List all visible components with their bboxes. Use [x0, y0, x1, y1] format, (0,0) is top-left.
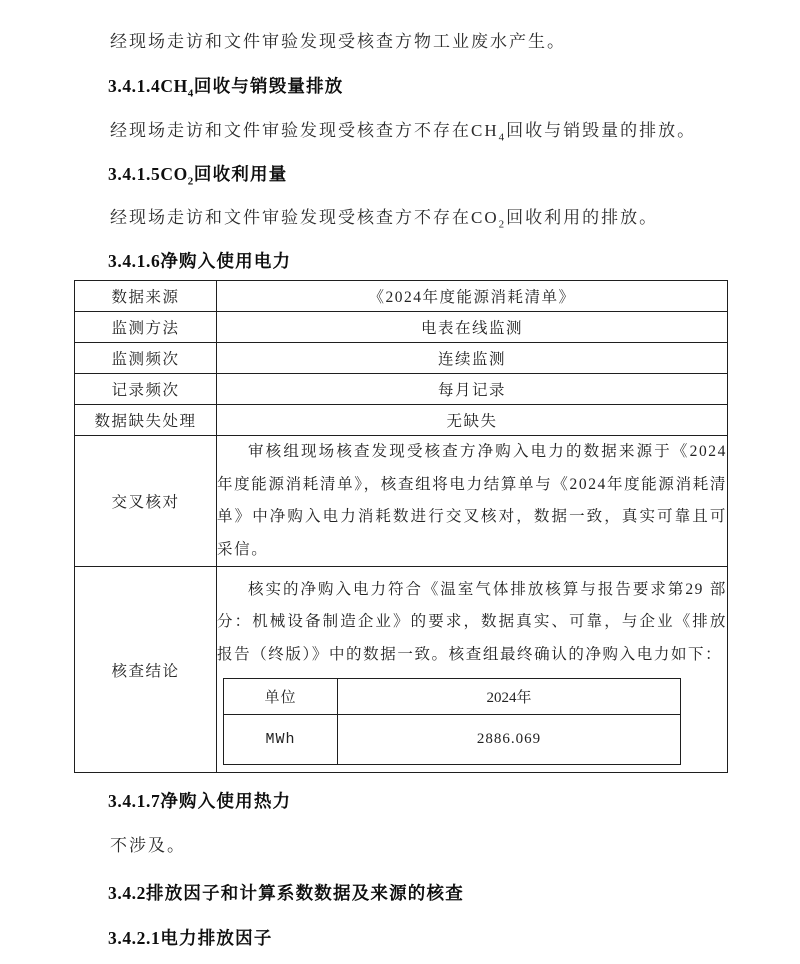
confirmed-electricity-table [223, 678, 681, 765]
row-value: 电表在线监测 [217, 312, 728, 343]
heading-3-4-1-4 [108, 74, 760, 98]
row-label: 记录频次 [75, 374, 217, 405]
row-value: 无缺失 [217, 405, 728, 436]
heading-text: 电力排放因子 [160, 928, 273, 948]
row-label: 核查结论 [75, 567, 217, 773]
table-row [75, 312, 728, 343]
heading-3-4-2-1 [108, 926, 760, 950]
paragraph-text: 经现场走访和文件审验发现受核查方不存在CO [110, 208, 499, 227]
row-value: 每月记录 [217, 374, 728, 405]
paragraph-text: 经现场走访和文件审验发现受核查方不存在CH [110, 121, 499, 140]
row-value: 《2024年度能源消耗清单》 [217, 281, 728, 312]
paragraph-text: 回收与销毁量的排放。 [506, 121, 697, 140]
heading-number: 3.4.2 [108, 883, 146, 903]
paragraph-ch4 [110, 119, 760, 142]
heading-text: 排放因子和计算系数数据及来源的核查 [146, 883, 464, 903]
chemical-subscript: 2 [187, 175, 194, 188]
cross-check-cell [217, 436, 728, 567]
heading-3-4-1-5 [108, 162, 760, 186]
heading-3-4-1-6 [108, 249, 760, 273]
row-label: 监测频次 [75, 343, 217, 374]
electricity-verification-table [74, 280, 728, 773]
heading-3-4-1-7 [108, 789, 760, 813]
table-row [75, 405, 728, 436]
inner-table-data-row [224, 715, 681, 765]
conclusion-cell [217, 567, 728, 773]
row-label: 监测方法 [75, 312, 217, 343]
cross-check-row [75, 436, 728, 567]
row-label: 数据来源 [75, 281, 217, 312]
table-row [75, 374, 728, 405]
conclusion-text: 核实的净购入电力符合《温室气体排放核算与报告要求第29 部分：机械设备制造企业》的要求，数据真实、可靠，与企业《排放报告（终版）》中的数据一致。核查组最终确认的净购入电力如下： [217, 580, 727, 663]
heading-number: 3.4.1.6 [108, 251, 161, 271]
conclusion-row [75, 567, 728, 773]
chemical-subscript: 4 [187, 87, 194, 100]
inner-table-header-row [224, 679, 681, 715]
paragraph-text: 回收利用的排放。 [506, 208, 659, 227]
heading-3-4-2 [108, 881, 760, 905]
chemical-formula: CH [160, 76, 188, 96]
chemical-subscript: 2 [498, 218, 507, 231]
heading-text: 回收利用量 [193, 164, 288, 184]
chemical-subscript: 4 [498, 131, 507, 144]
row-label: 数据缺失处理 [75, 405, 217, 436]
paragraph-co2 [110, 206, 760, 229]
row-label: 交叉核对 [75, 436, 217, 567]
chemical-formula: CO [160, 164, 188, 184]
row-value: 连续监测 [217, 343, 728, 374]
electricity-value-cell: 2886.069 [338, 715, 681, 765]
heading-number: 3.4.2.1 [108, 928, 161, 948]
heading-text: 净购入使用电力 [160, 251, 292, 271]
heading-number: 3.4.1.5 [108, 164, 161, 184]
table-row [75, 281, 728, 312]
heading-text: 净购入使用热力 [160, 791, 292, 811]
heading-number: 3.4.1.4 [108, 76, 161, 96]
year-header-cell: 2024年 [338, 679, 681, 715]
table-row [75, 343, 728, 374]
cross-check-text: 审核组现场核查发现受核查方净购入电力的数据来源于《2024年度能源消耗清单》，核查组将电力结算单与《2024年度能源消耗清单》中净购入电力消耗数进行交叉核对，数据一致，真实可靠且可采信。 [217, 443, 727, 558]
paragraph-not-involved: 不涉及。 [110, 836, 186, 855]
heading-text: 回收与销毁量排放 [193, 76, 344, 96]
unit-header-cell: 单位 [224, 679, 338, 715]
paragraph-wastewater: 经现场走访和文件审验发现受核查方物工业废水产生。 [110, 32, 566, 51]
unit-value-cell: MWh [224, 715, 338, 765]
heading-number: 3.4.1.7 [108, 791, 161, 811]
